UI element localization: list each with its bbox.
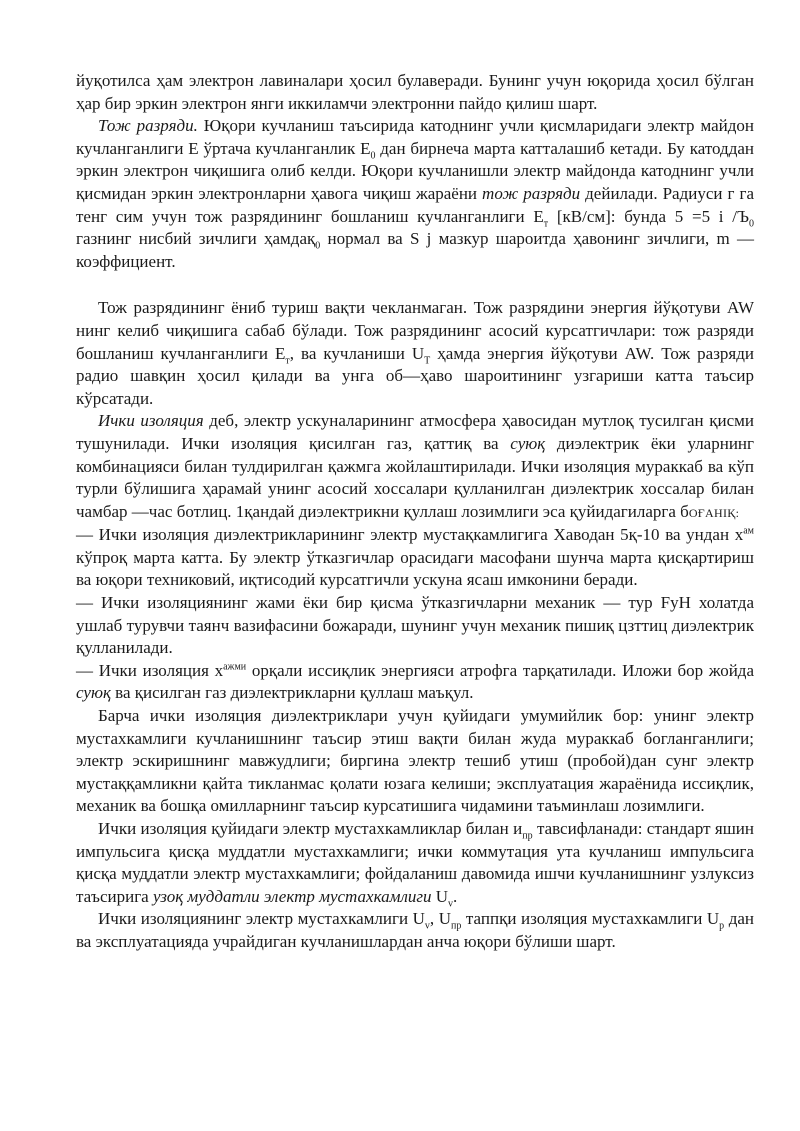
paragraph-strength-requirement: Ички изоляциянинг электр мустахкамлиги $U_v$, $U_{пр}$ таппқи изоляция мустахкамлиги $U_р$ дан ва эксплуатацияда учрайдиган кучланишлардан анча юқори бўлиши шарт.: [76, 909, 754, 951]
paragraph-common-properties: Барча ички изоляция диэлектриклари учун қуйидаги умумийлик бор: унинг электр мустахкамлиги кучланишнинг таъсир этиш вақти билан жуда мураккаб богланганлиги; электр эскиришнинг мавжудлиги; биргина электр тешиб утиш (пробой)дан сунг электр мустаққамликни қайта тикланмас қолати юзага келиши; эксплуатация жараёнида иссиқлик, механик ва бошқа омилларнинг таъсир курсатишига чидамини таъминлаш лозимлиги.: [76, 706, 754, 816]
paragraph-corona-duration: Тож разрядининг ёниб туриш вақти чекланмаган. Тож разрядини энергия йўқотуви AW нинг келиб чиқишига сабаб бўлади. Тож разрядининг асосий курсатгичлари: тож разряди бошланиш кучланганлиги $Е_т$, ва кучланиши $U_Т$ ҳамда энергия йўқотуви AW. Тож разряди радио шавқин ҳосил қилади ва унга об—ҳаво шароитининг узгариши катта таъсир кўрсатади.: [76, 298, 755, 408]
term-internal-insulation: Ички изоляция: [98, 411, 204, 431]
paragraph-gap: [76, 273, 754, 297]
paragraph-1: йуқотилса ҳам электрон лавиналари ҳосил булаверади. Бунинг учун юқорида ҳосил бўлган ҳар бир эркин электрон янги иккиламчи электронни пайдо қилиш шарт.: [76, 71, 754, 113]
list-item-strength: — Ички изоляция диэлектрикларининг электр мустақкамлигига Хаводан 5қ-10 ва ундан $х^{ам}$ кўпроқ марта катта. Бу электр ўтказгичлар орасидаги масофани шунча марта қисқартириш ва юқори техниковий, иқтисодий курсатгичли ускуна ясаш имконини беради.: [76, 525, 754, 590]
paragraph-corona-discharge: Тож разряди. Юқори кучланиш таъсирида катоднинг учли қисмларидаги электр майдон кучланганлиги Е ўртача кучланганлик $Е_0$ дан бирнеча марта катталашиб кетади. Бу катоддан эркин электрон чиқишига олиб келди. Юқори кучланишли электр майдонда катоднинг учли қисмидан эркин электронларни ҳавога чиқиш жараёни тож разряди дейилади. Радиуси г га тенг сим учун тож разрядининг бошланиш кучланганлиги $Е_т$ [кВ/см]: бунда 5 =5 і $/Ъ_0$ газнинг нисбий зичлиги ҳамдақ$_0$ нормал ва S j мазкур шароитда ҳавонинг зичлиги, m — коэффициент.: [76, 116, 755, 271]
list-item-support: — Ички изоляциянинг жами ёки бир қисма ўтказгичларни механик — тур FyH холатда ушлаб турувчи таянч вазифасини божаради, шунинг учун механик пишиқ цзттиц диэлектрик қулланилади.: [76, 593, 754, 658]
paragraph-strength-types: Ички изоляция қуйидаги электр мустахкамликлар билан $и_{пр}$ тавсифланади: стандарт яшин импульсига қисқа муддатли мустахкамлиги; ички коммутация ута кучланиш импульсига қисқа муддатли электр мустахкамлиги; фойдаланиш давомида ишчи кучланишнинг узлуксиз таъсирига узоқ муддатли электр мустахкамлиги $U_v$.: [76, 819, 754, 910]
document-page: [76, 70, 754, 954]
term-corona-discharge: Тож разряди.: [98, 116, 198, 136]
list-item-heat: — Ички изоляция $х^{ажми}$ орқали иссиқлик энергияси атрофга тарқатилади. Иложи бор жойда суюқ ва қисилган газ диэлектрикларни қуллаш маъқул.: [76, 660, 754, 703]
paragraph-internal-insulation: Ички изоляция деб, электр ускуналарининг атмосфера ҳавосидан мутлоқ тусилган қисми тушунилади. Ички изоляция қисилган газ, қаттиқ ва суюқ диэлектрик ёки уларнинг комбинацияси билан тулдирилган қажмга жойлаштирилади. Ички изоляция мураккаб ва кўп турли бўлишига ҳарамай унинг асосий хоссалари қулланилган диэлектрик хоссалар билан чамбар —час ботлиц. 1қандай диэлектрикни қуллаш лозимлиги эса қуйидагиларга бОҒАНІҚ:: [76, 411, 754, 521]
